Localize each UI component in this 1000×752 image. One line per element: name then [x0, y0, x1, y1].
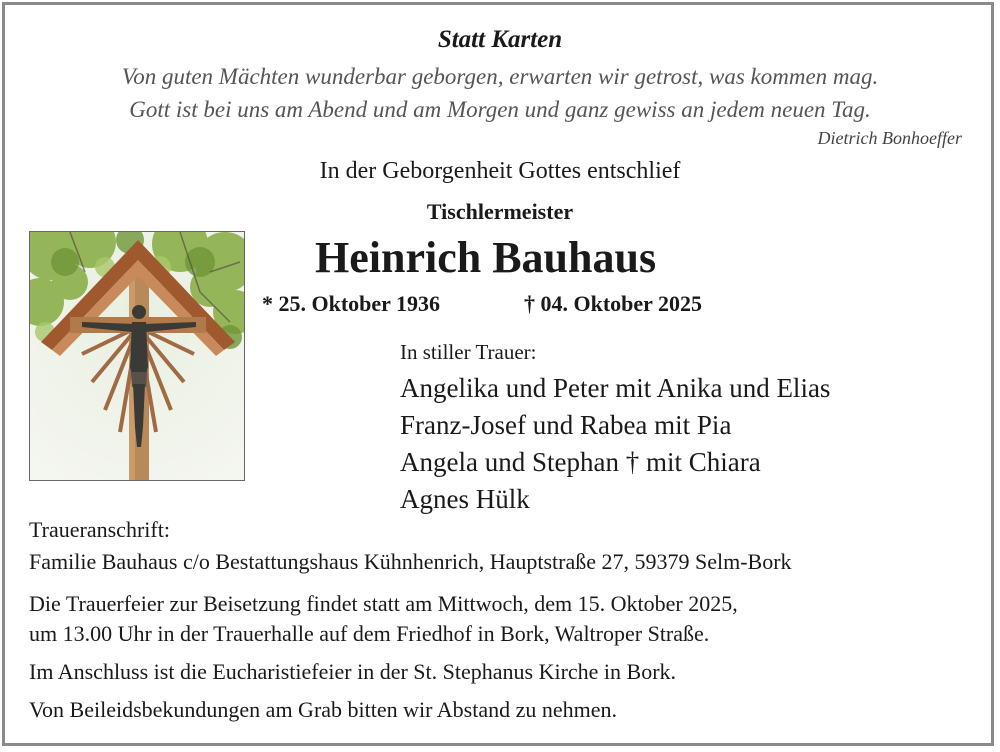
crucifix-photo [29, 231, 245, 481]
mourner-line: Agnes Hülk [400, 484, 530, 514]
birth-date: * 25. Oktober 1936 [262, 291, 441, 316]
deceased-name: Heinrich Bauhaus [315, 233, 657, 282]
profession: Tischlermeister [426, 199, 574, 224]
funeral-info-line: Die Trauerfeier zur Beisetzung findet statt am Mittwoch, dem 15. Oktober 2025, [29, 591, 738, 616]
eucharist-info-line: Im Anschluss ist die Eucharistiefeier in der St. Stephanus Kirche in Bork. [29, 659, 677, 684]
header-title: Statt Karten [437, 26, 563, 53]
quote-author: Dietrich Bonhoeffer [817, 128, 962, 148]
death-date: † 04. Oktober 2025 [524, 291, 703, 316]
intro-text: In der Geborgenheit Gottes entschlief [319, 158, 681, 184]
mourner-line: Franz-Josef und Rabea mit Pia [400, 410, 732, 440]
condolence-note: Von Beileidsbekundungen am Grab bitten wir Abstand zu nehmen. [29, 697, 617, 722]
mourner-line: Angelika und Peter mit Anika und Elias [400, 373, 831, 403]
quote-line-2: Gott ist bei uns am Abend und am Morgen und ganz gewiss an jedem neuen Tag. [129, 97, 871, 122]
funeral-info-line: um 13.00 Uhr in der Trauerhalle auf dem Friedhof in Bork, Waltroper Straße. [29, 621, 710, 646]
crucifix-icon [30, 232, 245, 481]
mourner-line: Angela und Stephan † mit Chiara [400, 447, 761, 477]
address-text: Familie Bauhaus c/o Bestattungshaus Kühnhenrich, Hauptstraße 27, 59379 Selm-Bork [29, 549, 792, 574]
mourners-label: In stiller Trauer: [400, 340, 537, 364]
quote-line-1: Von guten Mächten wunderbar geborgen, erwarten wir getrost, was kommen mag. [121, 64, 879, 89]
address-label: Traueranschrift: [29, 517, 170, 542]
